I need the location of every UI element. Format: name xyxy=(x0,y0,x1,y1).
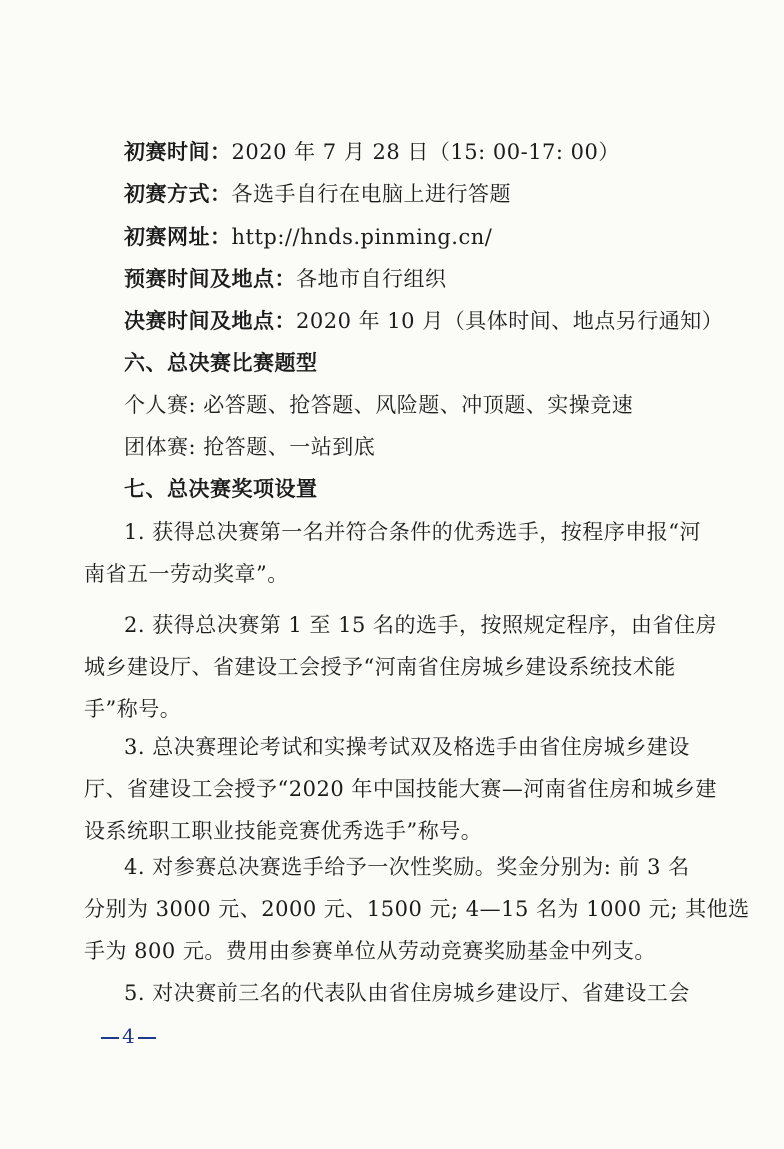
page-number-left-dash xyxy=(101,1037,119,1039)
prelim-url-value: http://hnds.pinming.cn/ xyxy=(231,225,493,249)
award-paragraph-4-line-1: 4. 对参赛总决赛选手给予一次性奖励。奖金分别为: 前 3 名 xyxy=(124,855,690,879)
page-number xyxy=(98,1022,159,1050)
section7-heading: 七、总决赛奖项设置 xyxy=(124,477,318,501)
award-paragraph-3-line-2: 厅、省建设工会授予“2020 年中国技能大赛—河南省住房和城乡建 xyxy=(84,777,717,801)
award-paragraph-3-line-3: 设系统职工职业技能竞赛优秀选手”称号。 xyxy=(84,819,483,843)
page-number-value: 4 xyxy=(122,1024,135,1048)
award-paragraph-5-line-1: 5. 对决赛前三名的代表队由省住房城乡建设厅、省建设工会 xyxy=(124,981,690,1005)
award-paragraph-2-line-1: 2. 获得总决赛第 1 至 15 名的选手，按照规定程序，由省住房 xyxy=(124,613,717,637)
semifinal-line xyxy=(124,265,704,293)
award-paragraph-3-line-1: 3. 总决赛理论考试和实操考试双及格选手由省住房城乡建设 xyxy=(124,735,690,759)
prelim-method-label: 初赛方式： xyxy=(124,182,232,206)
semifinal-label: 预赛时间及地点： xyxy=(124,267,296,291)
semifinal-value: 各地市自行组织 xyxy=(296,267,447,291)
final-label: 决赛时间及地点： xyxy=(124,309,296,333)
prelim-url-line xyxy=(124,223,704,251)
section6-heading: 六、总决赛比赛题型 xyxy=(124,351,318,375)
award-paragraph-4-line-2: 分别为 3000 元、2000 元、1500 元; 4—15 名为 1000 元; 其他选 xyxy=(84,897,750,921)
final-line xyxy=(124,307,724,335)
prelim-time-label: 初赛时间： xyxy=(124,140,232,164)
individual-event-line: 个人赛: 必答题、抢答题、风险题、冲顶题、实操竞速 xyxy=(124,393,634,417)
prelim-method-value: 各选手自行在电脑上进行答题 xyxy=(231,182,511,206)
prelim-time-line xyxy=(124,138,704,166)
award-paragraph-4-line-3: 手为 800 元。费用由参赛单位从劳动竞赛奖励基金中列支。 xyxy=(84,939,656,963)
final-value: 2020 年 10 月（具体时间、地点另行通知） xyxy=(296,309,724,333)
award-paragraph-1-line-2: 南省五一劳动奖章”。 xyxy=(84,562,289,586)
prelim-time-value: 2020 年 7 月 28 日（15: 00-17: 00） xyxy=(231,140,620,164)
prelim-method-line xyxy=(124,180,704,208)
award-paragraph-2-line-3: 手”称号。 xyxy=(84,697,182,721)
team-event-line: 团体赛: 抢答题、一站到底 xyxy=(124,435,376,459)
prelim-url-label: 初赛网址： xyxy=(124,225,232,249)
award-paragraph-2-line-2: 城乡建设厅、省建设工会授予“河南省住房城乡建设系统技术能 xyxy=(84,655,676,679)
page-number-right-dash xyxy=(138,1037,156,1039)
award-paragraph-1-line-1: 1. 获得总决赛第一名并符合条件的优秀选手，按程序申报“河 xyxy=(124,520,701,544)
